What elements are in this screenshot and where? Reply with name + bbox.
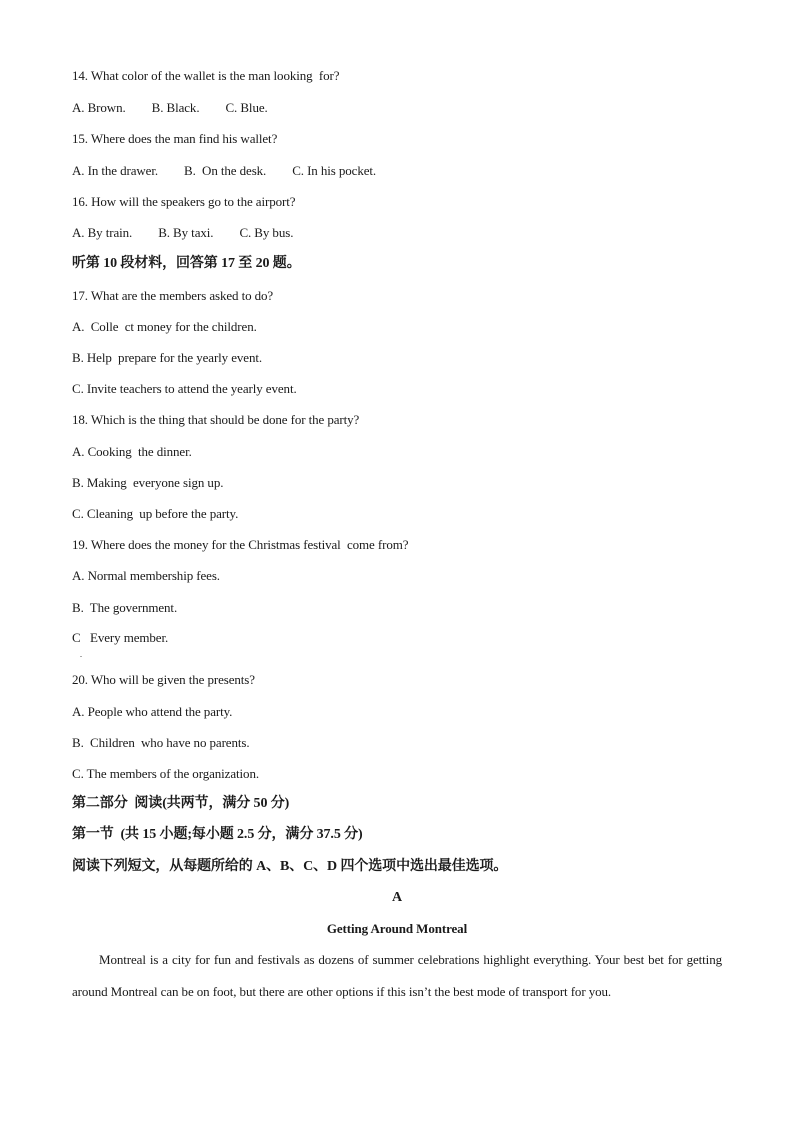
- option-c: C. In his pocket.: [292, 163, 377, 178]
- question-19-option-a: A. Normal membership fees.: [72, 568, 220, 583]
- option-b: B. On the desk.: [184, 163, 267, 178]
- question-17-option-c: C. Invite teachers to attend the yearly event.: [72, 381, 297, 396]
- question-17-option-b: B. Help prepare for the yearly event.: [72, 350, 263, 365]
- question-17-option-a: A. Colle ct money for the children.: [72, 319, 257, 334]
- passage-letter: A: [391, 890, 402, 905]
- question-17: 17. What are the members asked to do?: [72, 288, 274, 303]
- question-16: 16. How will the speakers go to the airport?: [72, 194, 296, 209]
- reading-instruction: 阅读下列短文，从每题所给的 A、B、C、D 四个选项中选出最佳选项。: [72, 859, 508, 874]
- question-18-option-b: B. Making everyone sign up.: [72, 475, 224, 490]
- part-2-heading: 第二部分 阅读(共两节，满分 50 分): [72, 796, 290, 811]
- option-b: B. Black.: [151, 100, 200, 115]
- question-18-option-a: A. Cooking the dinner.: [72, 444, 192, 459]
- question-20-option-a: A. People who attend the party.: [72, 704, 233, 719]
- option-a: A. By train.: [72, 225, 133, 240]
- question-20: 20. Who will be given the presents?: [72, 672, 255, 687]
- passage-title: Getting Around Montreal: [326, 921, 468, 936]
- question-19: 19. Where does the money for the Christmas festival come from?: [72, 537, 409, 552]
- question-15-options: [72, 163, 376, 179]
- question-18-option-c: C. Cleaning up before the party.: [72, 506, 239, 521]
- stray-dot: .: [80, 650, 82, 659]
- question-20-option-c: C. The members of the organization.: [72, 766, 259, 781]
- question-16-options: [72, 225, 293, 241]
- option-a: A. Brown.: [72, 100, 126, 115]
- question-15: 15. Where does the man find his wallet?: [72, 131, 278, 146]
- option-b: B. By taxi.: [158, 225, 214, 240]
- question-19-option-b: B. The government.: [72, 600, 178, 615]
- section-10-instruction: 听第 10 段材料，回答第 17 至 20 题。: [72, 256, 301, 271]
- option-c: C. Blue.: [225, 100, 268, 115]
- section-1-heading: 第一节 (共 15 小题;每小题 2.5 分，满分 37.5 分): [72, 827, 363, 842]
- question-19-option-c: C Every member.: [72, 630, 169, 645]
- question-14-options: [72, 100, 268, 116]
- question-18: 18. Which is the thing that should be done for the party?: [72, 412, 360, 427]
- option-c: C. By bus.: [239, 225, 294, 240]
- passage-paragraph: Montreal is a city for fun and festivals as dozens of summer celebrations highlight everything. Your best bet for getting around Montreal can be on foot, but there are other options if this isn’t the best mode of transport for you.: [72, 952, 722, 999]
- option-a: A. In the drawer.: [72, 163, 159, 178]
- question-14: 14. What color of the wallet is the man looking for?: [72, 68, 340, 83]
- question-20-option-b: B. Children who have no parents.: [72, 735, 250, 750]
